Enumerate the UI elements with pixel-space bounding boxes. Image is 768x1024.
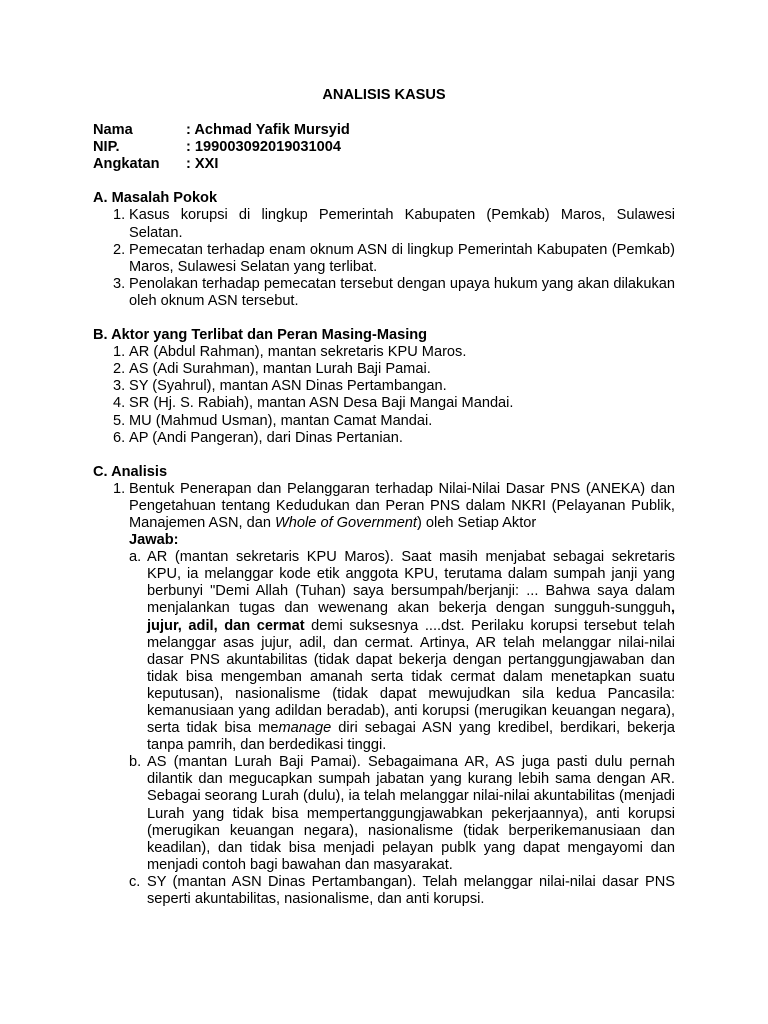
list-item [93, 481, 675, 532]
sub-item-b [129, 754, 675, 874]
info-label: Angkatan [93, 156, 160, 173]
numbered-list [93, 207, 675, 310]
answer-block [129, 532, 675, 908]
section-heading: B. Aktor yang Terlibat dan Peran Masing-Masing [93, 327, 428, 344]
list-item-text: SY (Syahrul), mantan ASN Dinas Pertambangan. [129, 378, 447, 395]
italic-text: Whole of Government [275, 514, 417, 531]
section-analisis [93, 464, 675, 908]
sub-letter: a. [129, 549, 142, 566]
list-item [93, 395, 675, 412]
text-segment: ) oleh Setiap Aktor [416, 514, 537, 531]
sub-item-c [129, 874, 675, 908]
page-title: ANALISIS KASUS [322, 87, 446, 103]
list-item-text: AR (Abdul Rahman), mantan sekretaris KPU Maros. [129, 344, 467, 361]
list-number: 1. [113, 344, 126, 361]
list-item-text [129, 481, 675, 532]
list-number: 6. [113, 429, 126, 446]
list-item [93, 413, 675, 430]
sub-item-text: AS (mantan Lurah Baji Pamai). Sebagaimana AR, AS juga pasti dulu pernah dilantik dan megucapkan sumpah jabatan yang kurang lebih sama dengan AR. Sebagai seorang Lurah (dulu), ia telah melanggar nilai-nilai akuntabilitas (menjadi Lurah yang tidak bisa mempertanggungjawabkan pekerjaannya), anti korupsi (merugikan keuangan negara), nasionalisme (tidak berperikemanusiaan dan keadilan), dan tidak bisa menjadi pelayan publk yang dapat mengayomi dan menjadi contoh bagi bawahan dan masyarakat. [147, 754, 675, 873]
list-item-text: AP (Andi Pangeran), dari Dinas Pertanian. [129, 429, 403, 446]
italic-text: manage [278, 720, 332, 737]
list-item [93, 242, 675, 276]
section-masalah-pokok [93, 190, 675, 310]
text-segment: AR (mantan sekretaris KPU Maros). Saat masih menjabat sebagai sekretaris KPU, ia melanggar kode etik anggota KPU, terutama dalam sumpah janji yang berbunyi "Demi Allah (Tuhan) saya bersumpah/berjanji: ... Bahwa saya dalam menjalankan tugas dan wewenang akan bekerja dengan sungguh-sungguh [147, 549, 675, 617]
identity-block [93, 122, 675, 173]
text-segment: Bentuk Penerapan dan Pelanggaran terhadap Nilai-Nilai Dasar PNS (ANEKA) dan Pengetahuan tentang Kedudukan dan Peran PNS dalam NKRI (Pelayanan Publik, Manajemen ASN, dan [129, 480, 675, 531]
info-value: : XXI [186, 156, 219, 173]
info-label: NIP. [93, 139, 120, 156]
info-row-nama [93, 122, 675, 139]
list-number: 5. [113, 412, 126, 429]
text-segment: demi suksesnya ....dst. Perilaku korupsi tersebut telah melanggar asas jujur, adil, dan cermat. Artinya, AR telah melanggar nilai-nilai dasar PNS akuntabilitas (tidak dapat bekerja dengan pertanggungjawaban dan tidak bisa mengemban amanah serta tidak cermat dalam menetapkan suatu keputusan), nasionalisme (tidak dapat mewujudkan sila kedua Pancasila: kemanusiaan yang adildan beradab), anti korupsi (merugikan keuangan negara), serta tidak bisa me [147, 617, 675, 737]
info-value: : 199003092019031004 [186, 139, 342, 156]
list-number: 1. [113, 207, 126, 224]
list-item-text: SR (Hj. S. Rabiah), mantan ASN Desa Baji Mangai Mandai. [129, 395, 514, 412]
info-value: : Achmad Yafik Mursyid [186, 122, 350, 139]
sub-item-text: SY (mantan ASN Dinas Pertambangan). Telah melanggar nilai-nilai dasar PNS seperti akuntabilitas, nasionalisme, dan anti korupsi. [147, 873, 675, 908]
list-number: 3. [113, 275, 126, 292]
numbered-list [93, 344, 675, 447]
list-number: 2. [113, 241, 126, 258]
info-label: Nama [93, 122, 133, 139]
sub-letter: c. [129, 873, 141, 890]
list-item [93, 276, 675, 310]
list-item [93, 430, 675, 447]
list-item [93, 361, 675, 378]
list-item [93, 378, 675, 395]
list-number: 4. [113, 395, 126, 412]
sub-letter: b. [129, 754, 142, 771]
sub-item-text [147, 549, 675, 754]
list-item-text: Penolakan terhadap pemecatan tersebut dengan upaya hukum yang akan dilakukan oleh oknum ASN tersebut. [129, 275, 675, 309]
section-aktor [93, 327, 675, 447]
list-number: 1. [113, 480, 126, 497]
list-item-text: MU (Mahmud Usman), mantan Camat Mandai. [129, 412, 433, 429]
list-item-text: Kasus korupsi di lingkup Pemerintah Kabupaten (Pemkab) Maros, Sulawesi Selatan. [129, 207, 675, 241]
section-heading: C. Analisis [93, 463, 168, 480]
list-number: 3. [113, 378, 126, 395]
list-number: 2. [113, 361, 126, 378]
bold-text: , jujur, adil, dan cermat [147, 600, 675, 634]
list-item [93, 344, 675, 361]
info-row-angkatan [93, 156, 675, 173]
document-content [93, 87, 675, 925]
info-row-nip [93, 139, 675, 156]
answer-label: Jawab: [129, 532, 179, 549]
text-segment: diri sebagai ASN yang kredibel, berdikari, bekerja tanpa pamrih, dan berdedikasi tinggi. [147, 720, 675, 754]
list-item-text: Pemecatan terhadap enam oknum ASN di lingkup Pemerintah Kabupaten (Pemkab) Maros, Sulawesi Selatan yang terlibat. [129, 241, 675, 275]
list-item [93, 207, 675, 241]
sub-item-a [129, 549, 675, 754]
section-heading: A. Masalah Pokok [93, 190, 218, 207]
list-item-text: AS (Adi Surahman), mantan Lurah Baji Pamai. [129, 361, 431, 378]
